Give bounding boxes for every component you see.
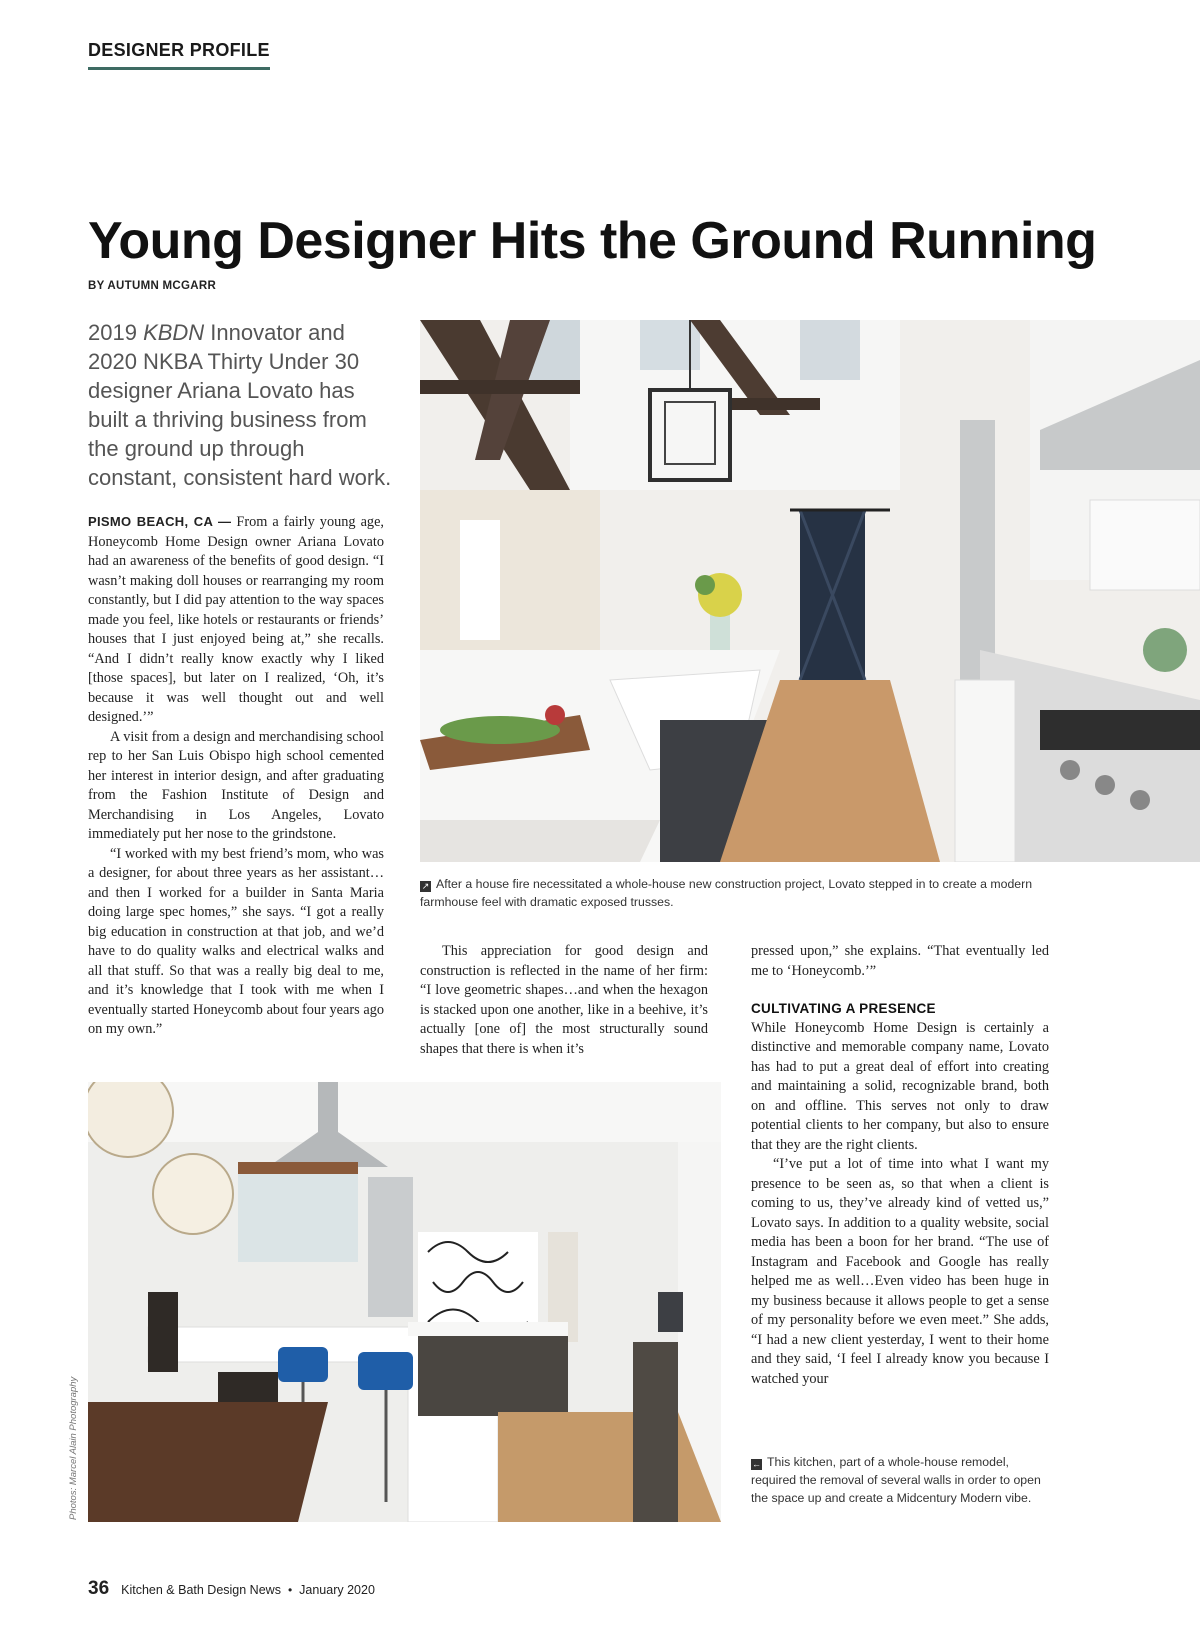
paragraph: While Honeycomb Home Design is certainly a distinctive and memorable company name, Lovato has had to put a great deal of effort into creating and maintaining a solid, recognizable brand, both on and offline. This serves not only to draw potential clients to her company, but also to ensure that they are the right clients. <box>751 1019 1049 1153</box>
arrow-up-right-icon: ↗ <box>421 881 430 891</box>
photo-caption-1 <box>420 875 1040 911</box>
byline: BY AUTUMN MCGARR <box>88 280 217 292</box>
page-number: 36 <box>88 1578 110 1599</box>
midcentury-kitchen-illustration <box>88 1082 721 1522</box>
kitchen-photo-midcentury <box>88 1082 721 1522</box>
dek-pre: 2019 <box>88 320 144 345</box>
photo-credit: Photos: Marcel Alain Photography <box>68 1376 79 1520</box>
body-column-1 <box>88 512 384 1040</box>
paragraph: pressed upon,” she explains. “That eventually led me to ‘Honeycomb.’” <box>751 943 1049 979</box>
dek <box>88 318 393 492</box>
body-column-2 <box>420 942 708 1059</box>
dek-post: Innovator and 2020 NKBA Thirty Under 30 designer Ariana Lovato has built a thriving business from the ground up through constant, consistent hard work. <box>88 320 392 490</box>
dek-italic: KBDN <box>143 320 205 345</box>
caption-text: This kitchen, part of a whole-house remodel, required the removal of several walls in order to open the space up and create a Midcentury Modern vibe. <box>751 1455 1041 1505</box>
caption-text: After a house fire necessitated a whole-house new construction project, Lovato stepped in to create a modern farmhouse feel with dramatic exposed trusses. <box>420 877 1033 909</box>
section-label: DESIGNER PROFILE <box>88 40 270 70</box>
photo-caption-2 <box>751 1453 1041 1507</box>
dateline: PISMO BEACH, CA — <box>88 514 232 529</box>
arrow-left-icon: ← <box>752 1459 761 1469</box>
paragraph: This appreciation for good design and construction is reflected in the name of her firm: “I love geometric shapes…and when the hexagon is stacked upon one another, like in a beehive, it’s actually [one of] the most structurally sound shapes that there is when it’s <box>420 943 708 1057</box>
issue-date: January 2020 <box>299 1583 375 1597</box>
publication-name: Kitchen & Bath Design News <box>121 1583 281 1597</box>
headline: Young Designer Hits the Ground Running <box>88 212 1097 270</box>
farmhouse-kitchen-illustration <box>420 320 1200 862</box>
paragraph-text: From a fairly young age, Honeycomb Home Design owner Ariana Lovato had an awareness of the benefits of good design. “I wasn’t making doll houses or rearranging my room constantly, but I did pay attention to the way spaces made you feel, like hotels or restaurants or friends’ houses that I just enjoyed being at,” she recalls. “And I didn’t really know exactly why I liked [those spaces], but later on I realized, ‘Oh, it’s because it was well thought out and well designed.’” <box>88 514 384 725</box>
body-column-3 <box>751 942 1049 1389</box>
paragraph <box>88 512 384 728</box>
subhead: CULTIVATING A PRESENCE <box>751 1001 936 1016</box>
kitchen-photo-farmhouse <box>420 320 1200 862</box>
folio <box>88 1578 375 1600</box>
paragraph: “I worked with my best friend’s mom, who was a designer, for about three years as her assistant…and then I worked for a builder in Santa Maria doing large spec homes,” she says. “I got a really big education in construction at that job, and we’d have to do quality walks and electrical walks and all that stuff. So that was a really big deal to me, and it’s knowledge that I took with me when I eventually started Honeycomb about four years ago on my own.” <box>88 845 384 1037</box>
paragraph: “I’ve put a lot of time into what I want my presence to be seen as, so that when a client is coming to us, they’ve already kind of vetted us,” Lovato says. In addition to a quality website, social media has been a boon for her brand. “The use of Instagram and Facebook and Google has really helped me as well…Even video has been huge in my business because it allows people to get a sense of my personality before we even meet.” She adds, “I had a new client yesterday, I went to their home and they said, ‘I feel I already know you because I watched your <box>751 1156 1049 1387</box>
paragraph: A visit from a design and merchandising school rep to her San Luis Obispo high school cemented her interest in interior design, and after graduating from the Fashion Institute of Design and Merchandising in Los Angeles, Lovato immediately put her nose to the grindstone. <box>88 728 384 842</box>
folio-separator: • <box>287 1583 293 1597</box>
